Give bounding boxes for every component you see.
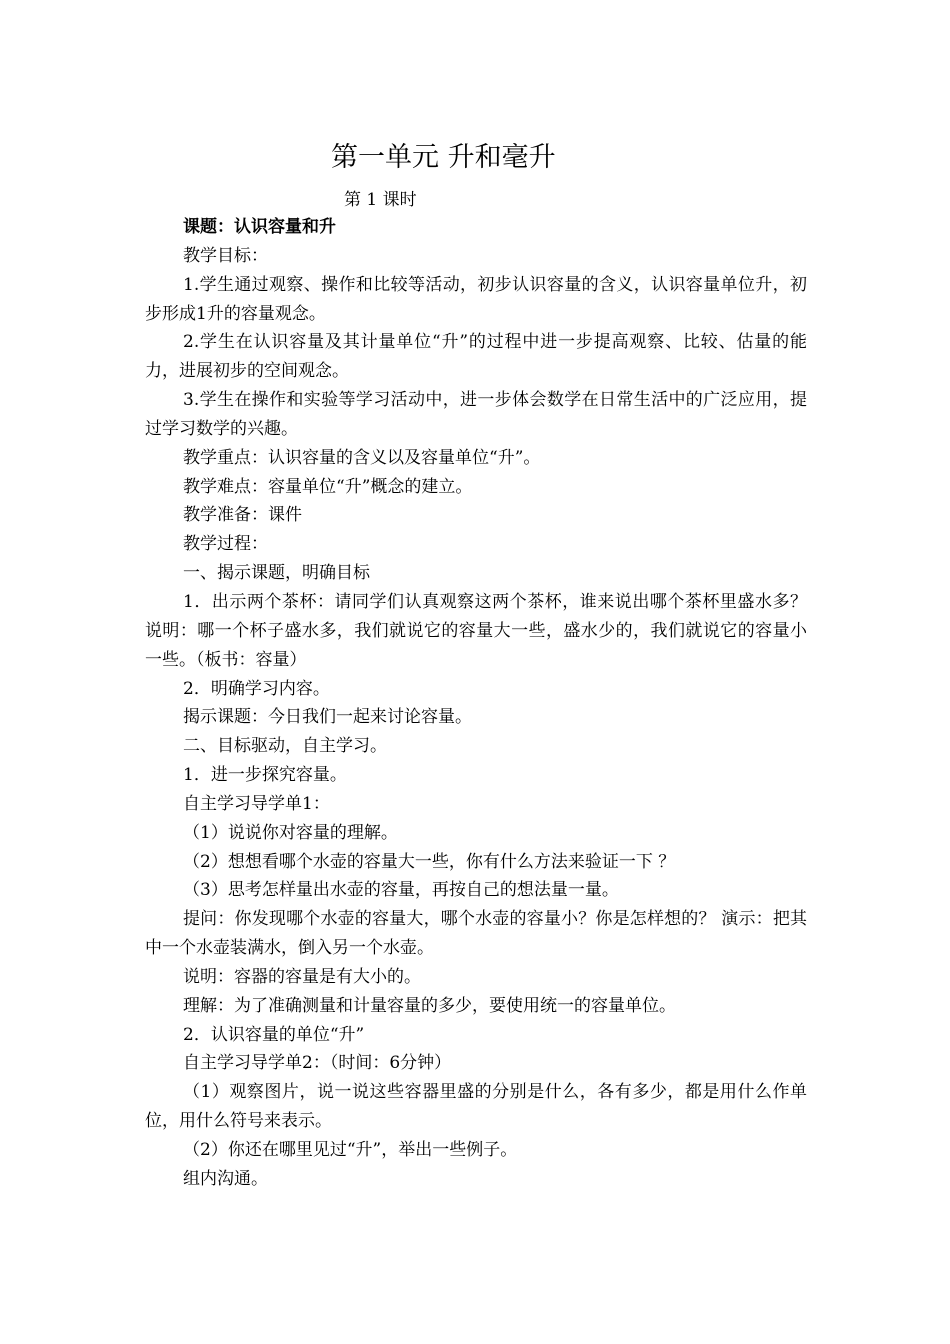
teaching-preparation: 教学准备：课件 [183, 505, 302, 526]
guide-2-item-2: （2）你还在哪里见过“升”，举出一些例子。 [183, 1140, 518, 1160]
key-point: 教学重点：认识容量的含义以及容量单位“升”。 [183, 447, 541, 468]
explanation: 说明：容器的容量是有大小的。 [183, 966, 421, 987]
guide-1-item-3: （3）思考怎样量出水壶的容量，再按自己的想法量一量。 [183, 880, 619, 901]
objective-1: 1.学生通过观察、操作和比较等活动，初步认识容量的含义，认识容量单位升，初步形成1升的容量观念。 [145, 274, 807, 324]
guide-sheet-2: 自主学习导学单2：（时间：6分钟） [183, 1053, 452, 1074]
section-1-heading: 一、揭示课题，明确目标 [183, 563, 370, 584]
document-body [145, 213, 807, 1194]
lesson-topic: 课题：认识容量和升 [183, 217, 336, 237]
section-2-heading: 二、目标驱动，自主学习。 [183, 736, 387, 757]
step-1-1: 1．出示两个茶杯：请同学们认真观察这两个茶杯，谁来说出哪个茶杯里盛水多？ 说明：哪一个杯子盛水多，我们就说它的容量大一些，盛水少的，我们就说它的容量小一些。（板书：容量） [145, 591, 807, 670]
objective-3: 3.学生在操作和实验等学习活动中，进一步体会数学在日常生活中的广泛应用，提过学习数学的兴趣。 [145, 390, 807, 439]
guide-1-item-1: （1）说说你对容量的理解。 [183, 822, 398, 843]
understanding: 理解：为了准确测量和计量容量的多少，要使用统一的容量单位。 [183, 995, 676, 1016]
group-communication: 组内沟通。 [183, 1168, 268, 1189]
question-demo: 提问：你发现哪个水壶的容量大，哪个水壶的容量小？你是怎样想的？ 演示：把其中一个水壶装满水，倒入另一个水壶。 [145, 909, 807, 959]
step-1-2: 2．明确学习内容。 [183, 678, 330, 699]
reveal-topic: 揭示课题：今日我们一起来讨论容量。 [183, 707, 472, 728]
objective-2: 2.学生在认识容量及其计量单位“升”的过程中进一步提高观察、比较、估量的能力，进展初步的空间观念。 [145, 332, 807, 382]
objectives-heading: 教学目标： [183, 245, 268, 266]
guide-2-item-1: （1）观察图片，说一说这些容器里盛的分别是什么，各有多少，都是用什么作单位，用什么符号来表示。 [145, 1082, 807, 1132]
guide-1-item-2: （2）想想看哪个水壶的容量大一些，你有什么方法来验证一下 ？ [183, 851, 676, 872]
difficult-point: 教学难点：容量单位“升”概念的建立。 [183, 476, 473, 497]
guide-sheet-1: 自主学习导学单1： [183, 793, 330, 814]
step-2-1: 1．进一步探究容量。 [183, 765, 347, 786]
document-title: 第一单元 升和毫升 [331, 142, 556, 173]
process-heading: 教学过程： [183, 534, 268, 555]
step-2-2: 2．认识容量的单位“升” [183, 1024, 365, 1045]
lesson-number: 第 1 课时 [344, 190, 417, 210]
